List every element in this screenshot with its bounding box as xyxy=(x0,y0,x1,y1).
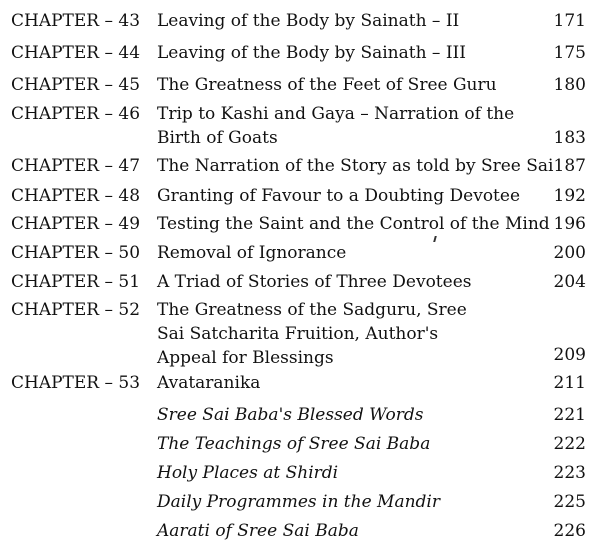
chapter-number: CHAPTER – 51 xyxy=(11,272,141,292)
page-number: 204 xyxy=(553,272,586,292)
chapter-title xyxy=(157,74,557,98)
chapter-number: CHAPTER – 47 xyxy=(11,156,141,176)
page-number: 225 xyxy=(553,492,586,512)
page-number: 221 xyxy=(553,405,586,425)
chapter-title xyxy=(157,271,557,295)
chapter-title xyxy=(157,103,557,151)
chapter-title xyxy=(157,10,557,34)
chapter-number: CHAPTER – 52 xyxy=(11,300,141,320)
page-number: 222 xyxy=(553,434,586,454)
chapter-number: CHAPTER – 45 xyxy=(11,75,141,95)
chapter-title-line: Removal of Ignorance xyxy=(157,243,347,263)
chapter-title-line: Leaving of the Body by Sainath – II xyxy=(157,11,460,31)
chapter-number: CHAPTER – 48 xyxy=(11,186,141,206)
chapter-title xyxy=(157,185,557,209)
chapter-number: CHAPTER – 53 xyxy=(11,373,141,393)
chapter-number: CHAPTER – 43 xyxy=(11,11,141,31)
page-number: 209 xyxy=(553,345,586,365)
chapter-title xyxy=(157,155,557,179)
chapter-title-line: Trip to Kashi and Gaya – Narration of the xyxy=(157,104,515,124)
page-number: 192 xyxy=(553,186,586,206)
chapter-title-line: A Triad of Stories of Three Devotees xyxy=(157,272,472,292)
page-number: 187 xyxy=(553,156,586,176)
chapter-title-line: Sai Satcharita Fruition, Author's xyxy=(157,324,439,344)
chapter-title-line: Avataranika xyxy=(157,373,261,393)
page-number: 183 xyxy=(553,128,586,148)
chapter-title-line: Birth of Goats xyxy=(157,128,278,148)
page-number: 180 xyxy=(553,75,586,95)
chapter-title-line: The Greatness of the Sadguru, Sree xyxy=(157,300,467,320)
appendix-title: Aarati of Sree Sai Baba xyxy=(157,521,359,541)
chapter-title-line: Appeal for Blessings xyxy=(157,348,334,368)
appendix-title: Holy Places at Shirdi xyxy=(157,463,339,483)
chapter-title xyxy=(157,299,557,371)
chapter-title xyxy=(157,242,557,266)
chapter-title-line: The Narration of the Story as told by Sree Sai xyxy=(157,156,554,176)
chapter-title-line: Granting of Favour to a Doubting Devotee xyxy=(157,186,521,206)
chapter-title xyxy=(157,372,557,396)
appendix-title: Sree Sai Baba's Blessed Words xyxy=(157,405,424,425)
page-number: 171 xyxy=(553,11,586,31)
chapter-title-line: The Greatness of the Feet of Sree Guru xyxy=(157,75,497,95)
page-number: 226 xyxy=(553,521,586,541)
page-number: 175 xyxy=(553,43,586,63)
chapter-number: CHAPTER – 50 xyxy=(11,243,141,263)
chapter-title xyxy=(157,42,557,66)
chapter-number: CHAPTER – 44 xyxy=(11,43,141,63)
page-number: 211 xyxy=(553,373,586,393)
appendix-title: The Teachings of Sree Sai Baba xyxy=(157,434,431,454)
appendix-title: Daily Programmes in the Mandir xyxy=(157,492,440,512)
chapter-title-line: Testing the Saint and the Control of the Mind xyxy=(157,214,550,234)
page-number: 196 xyxy=(553,214,586,234)
page-number: 200 xyxy=(553,243,586,263)
chapter-number: CHAPTER – 49 xyxy=(11,214,141,234)
page-number: 223 xyxy=(553,463,586,483)
chapter-title xyxy=(157,213,557,237)
chapter-title-line: Leaving of the Body by Sainath – III xyxy=(157,43,466,63)
chapter-number: CHAPTER – 46 xyxy=(11,104,141,124)
